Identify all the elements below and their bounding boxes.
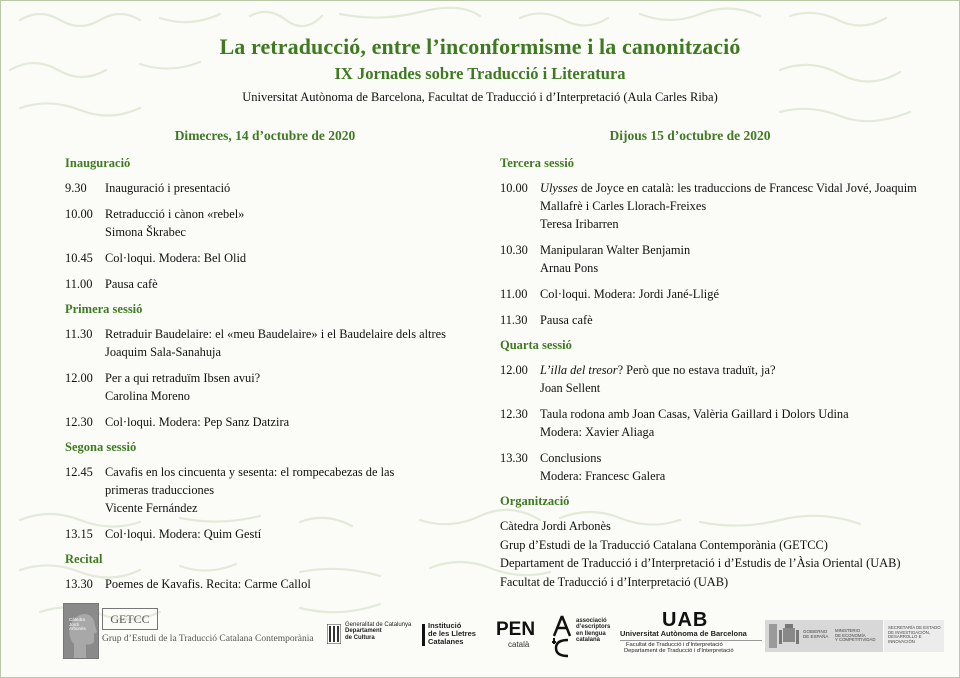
entry-text: Col·loqui. Modera: Bel Olid [105,251,247,265]
entry-speaker: Teresa Iribarren [540,217,619,231]
entry-speaker: Joaquim Sala-Sanahuja [105,345,221,359]
entry-text: Col·loqui. Modera: Pep Sanz Datzira [105,415,290,429]
getcc-logo [102,608,322,652]
entry-speaker: Joan Sellent [540,381,601,395]
schedule-entry [65,205,465,241]
schedule-entry [65,413,465,431]
entry-text: ? Però que no estava traduït, ja? [617,363,776,377]
day1-column [65,128,465,601]
catedra-text: Jordi [69,621,79,627]
entry-time: 12.45 [65,465,93,479]
entry-text: Poemes de Kavafis. Recita: Carme Callol [105,577,311,591]
schedule-entry [65,463,465,517]
entry-text: Taula rodona amb Joan Casas, Valèria Gaillard i Dolors Udina [540,407,849,421]
uab-logo [620,610,762,660]
pen-sub-text: català [508,640,530,649]
schedule-entry [500,179,920,233]
schedule-entry [500,361,920,397]
organization-line: Càtedra Jordi Arbonès [500,519,611,533]
catedra-text: Càtedra [69,617,86,622]
entry-text: Retraducció i cànon «rebel» [105,207,245,221]
generalitat-text: Departament [345,628,382,635]
catedra-arbones-logo [63,603,99,659]
entry-speaker: Carolina Moreno [105,389,190,403]
entry-italic-title: L’illa del tresor [540,363,618,377]
entry-time: 11.30 [65,327,93,341]
organization-line: Facultat de Traducció i d’Interpretació (UAB) [500,574,729,589]
entry-text: Conclusions [540,451,602,465]
ilc-bar-icon [422,624,425,646]
section-heading: Recital [65,552,103,566]
event-subtitle: IX Jornades sobre Traducció i Literatura [334,64,626,83]
aelc-text: en llengua [576,630,606,637]
entry-speaker: Modera: Francesc Galera [540,469,666,483]
coat-of-arms-icon [779,624,799,648]
entry-time: 11.30 [500,313,528,327]
ministerio-text: DE ECONOMÍA [835,632,866,638]
organization-line: Grup d’Estudi de la Traducció Catalana Contemporània (GETCC) [500,537,828,552]
organization-line: Departament de Traducció i d’Interpretació i d’Estudis de l’Àsia Oriental (UAB) [500,556,901,570]
schedule-entry [500,449,920,485]
ministerio-text: MINISTERIO [835,628,861,633]
entry-time: 11.00 [65,277,93,291]
entry-time: 12.00 [500,363,528,377]
logo-strip [0,600,960,670]
ministerio-text: Y COMPETITIVIDAD [835,637,876,642]
day2-column [500,128,920,591]
schedule-entry [65,179,465,197]
entry-time: 9.30 [65,181,87,195]
aelc-text: catalana [576,636,601,643]
schedule-entry [65,249,465,267]
getcc-name: Grup d’Estudi de la Traducció Catalana Contemporània [102,634,314,644]
event-title: La retraducció, entre l’inconformisme i la canonització [219,34,741,59]
entry-speaker: Simona Škrabec [105,225,186,239]
ilc-text: Catalanes [428,636,464,646]
ilc-text: Institució [428,621,462,630]
gobierno-logo [765,620,883,652]
gobierno-text: GOBIERNO [803,629,828,634]
aelc-text: associació [576,618,607,624]
schedule-entry [65,575,465,593]
entry-time: 10.00 [500,181,528,195]
entry-text: de Joyce en català: les traduccions de Francesc Vidal Jové, Joaquim Mallafrè i Carles Llorach-Freixes [540,181,917,213]
secretaria-text: DE INVESTIGACIÓN, [888,629,931,635]
flag-icon [769,624,777,648]
section-heading: Quarta sessió [500,338,572,352]
entry-text: Cavafis en los cincuenta y sesenta: el rompecabezas de las primeras traducciones [105,465,395,497]
senyera-icon [327,624,341,644]
entry-text: Pausa cafè [540,313,593,327]
header [0,34,960,105]
catedra-text: Arbonès [69,626,86,632]
section-heading: Inauguració [65,156,131,170]
entry-speaker: Vicente Fernández [105,501,198,515]
secretaria-text: DESARROLLO E [888,634,922,639]
gobierno-text: DE ESPAÑA [803,633,829,639]
entry-time: 12.30 [65,415,93,429]
aelc-text: d’escriptors [576,624,611,631]
schedule-entry [500,311,920,329]
entry-time: 13.30 [65,577,93,591]
generalitat-text: Generalitat de Catalunya [345,622,412,628]
entry-time: 10.00 [65,207,93,221]
secretaria-text: INNOVACIÓN [888,638,915,644]
entry-time: 13.15 [65,527,93,541]
schedule-entry [500,285,920,303]
entry-text: Col·loqui. Modera: Jordi Jané-Lligé [540,287,719,301]
secretaria-text: SECRETARÍA DE ESTADO [888,625,941,630]
generalitat-text: de Cultura [345,634,375,641]
entry-time: 10.30 [500,243,528,257]
ilc-logo [422,622,492,650]
uab-abbr: UAB [662,609,709,631]
schedule-entry [500,405,920,441]
entry-text: Manipularan Walter Benjamin [540,243,691,257]
ilc-text: de les Lletres [428,628,476,638]
entry-italic-title: Ulysses [540,181,578,195]
event-venue: Universitat Autònoma de Barcelona, Facultat de Traducció i d’Interpretació (Aula Carles Riba) [242,90,718,104]
schedule-entry [65,525,465,543]
pen-catala-logo [496,620,542,654]
section-heading: Primera sessió [65,302,143,316]
uab-dept: Departament de Traducció i d’Interpretació [624,647,734,654]
entry-text: Col·loqui. Modera: Quim Gestí [105,527,262,541]
organization-heading: Organització [500,494,570,508]
generalitat-logo [327,622,417,648]
entry-time: 12.00 [65,371,93,385]
secretaria-logo [884,620,944,652]
aelc-mark-icon [550,614,574,658]
day2-heading: Dijous 15 d’octubre de 2020 [609,128,771,143]
entry-speaker: Modera: Xavier Aliaga [540,425,655,439]
entry-text: Per a qui retraduïm Ibsen avui? [105,371,261,385]
schedule-entry [65,325,465,361]
section-heading: Tercera sessió [500,156,574,170]
entry-text: Retraduir Baudelaire: el «meu Baudelaire» i el Baudelaire dels altres [105,327,446,341]
section-heading: Segona sessió [65,440,137,454]
entry-time: 11.00 [500,287,528,301]
entry-text: Inauguració i presentació [105,181,231,195]
entry-time: 12.30 [500,407,528,421]
schedule-entry [65,369,465,405]
entry-text: Pausa cafè [105,277,158,291]
aelc-logo [550,614,620,658]
uab-name: Universitat Autònoma de Barcelona [620,629,747,638]
entry-time: 10.45 [65,251,93,265]
entry-time: 13.30 [500,451,528,465]
uab-faculty: Facultat de Traducció i d’Interpretació [620,640,762,648]
getcc-abbr: GETCC [102,608,158,630]
pen-text: PEN [496,619,536,640]
entry-speaker: Arnau Pons [540,261,599,275]
day1-heading: Dimecres, 14 d’octubre de 2020 [174,128,356,143]
schedule-entry [500,241,920,277]
schedule-entry [65,275,465,293]
